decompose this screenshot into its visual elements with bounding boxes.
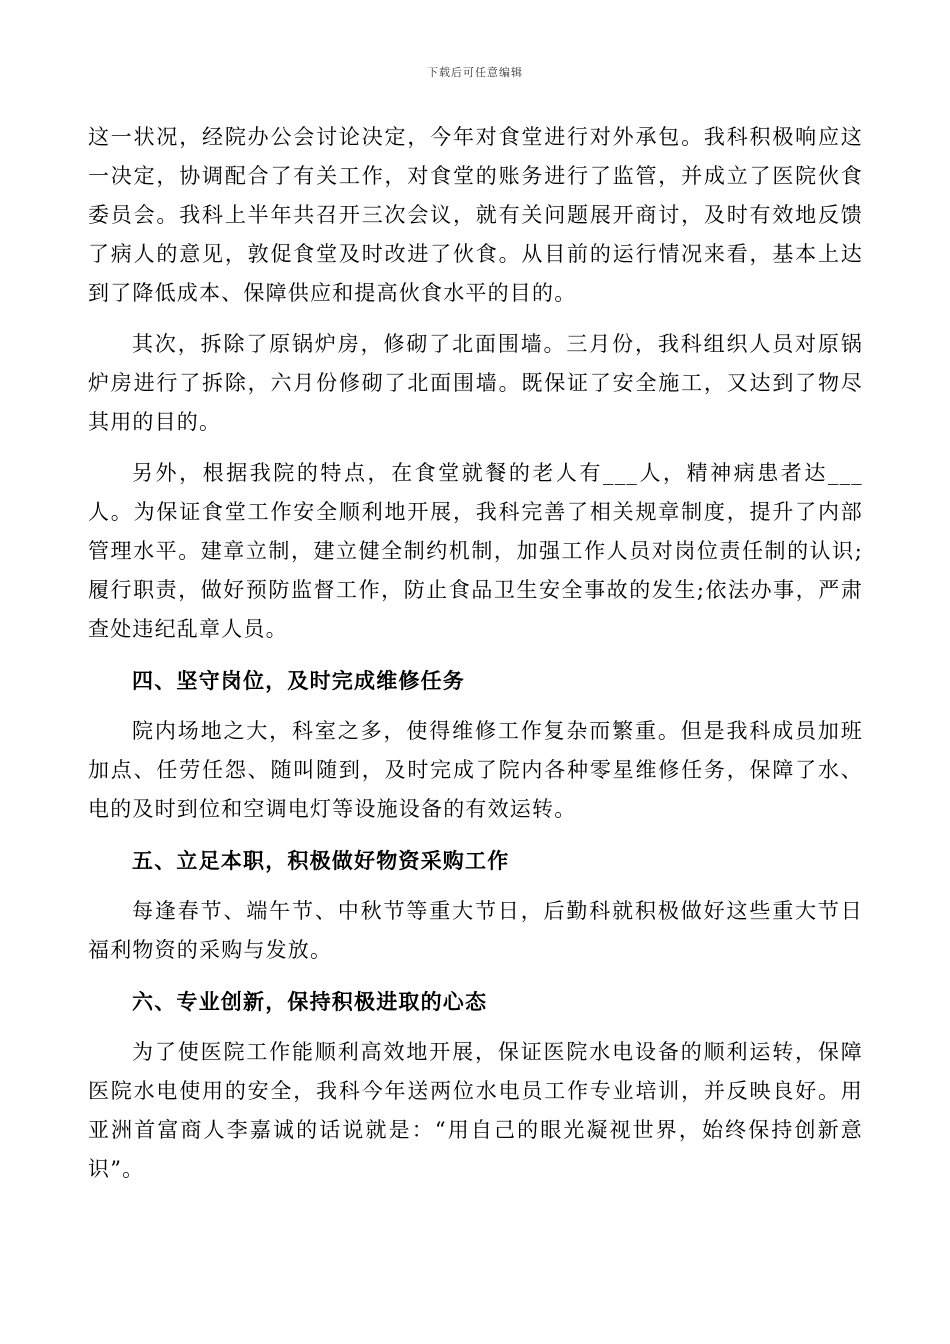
section-heading-maintenance: 四、坚守岗位，及时完成维修任务 [132, 668, 465, 693]
section-heading-innovation: 六、专业创新，保持积极进取的心态 [132, 989, 488, 1014]
paragraph-boiler-removal: 其次，拆除了原锅炉房，修砌了北面围墙。三月份，我科组织人员对原锅炉房进行了拆除，六月份修砌了北面围墙。既保证了安全施工，又达到了物尽其用的目的。 [88, 332, 863, 434]
paragraph-canteen-rules: 另外，根据我院的特点，在食堂就餐的老人有___人，精神病患者达___人。为保证食堂工作安全顺利地开展，我科完善了相关规章制度，提升了内部管理水平。建章立制，建立健全制约机制，加强工作人员对岗位责任制的认识;履行职责，做好预防监督工作，防止食品卫生安全事故的发生;依法办事，严肃查处违纪乱章人员。 [88, 461, 863, 641]
document-body [88, 118, 863, 1189]
paragraph-maintenance: 院内场地之大，科室之多，使得维修工作复杂而繁重。但是我科成员加班加点、任劳任怨、随叫随到，及时完成了院内各种零星维修任务，保障了水、电的及时到位和空调电灯等设施设备的有效运转。 [88, 719, 863, 821]
page-header: 下载后可任意编辑 [427, 66, 523, 79]
paragraph-innovation: 为了使医院工作能顺利高效地开展，保证医院水电设备的顺利运转，保障医院水电使用的安全，我科今年送两位水电员工作专业培训，并反映良好。用亚洲首富商人李嘉诚的话说就是：“用自己的眼光凝视世界，始终保持创新意识”。 [88, 1040, 863, 1181]
paragraph-canteen-contract: 这一状况，经院办公会讨论决定，今年对食堂进行对外承包。我科积极响应这一决定，协调配合了有关工作，对食堂的账务进行了监管，并成立了医院伙食委员会。我科上半年共召开三次会议，就有关问题展开商讨，及时有效地反馈了病人的意见，敦促食堂及时改进了伙食。从目前的运行情况来看，基本上达到了降低成本、保障供应和提高伙食水平的目的。 [88, 125, 863, 305]
paragraph-procurement: 每逢春节、端午节、中秋节等重大节日，后勤科就积极做好这些重大节日福利物资的采购与发放。 [88, 899, 863, 962]
section-heading-procurement: 五、立足本职，积极做好物资采购工作 [132, 848, 510, 873]
